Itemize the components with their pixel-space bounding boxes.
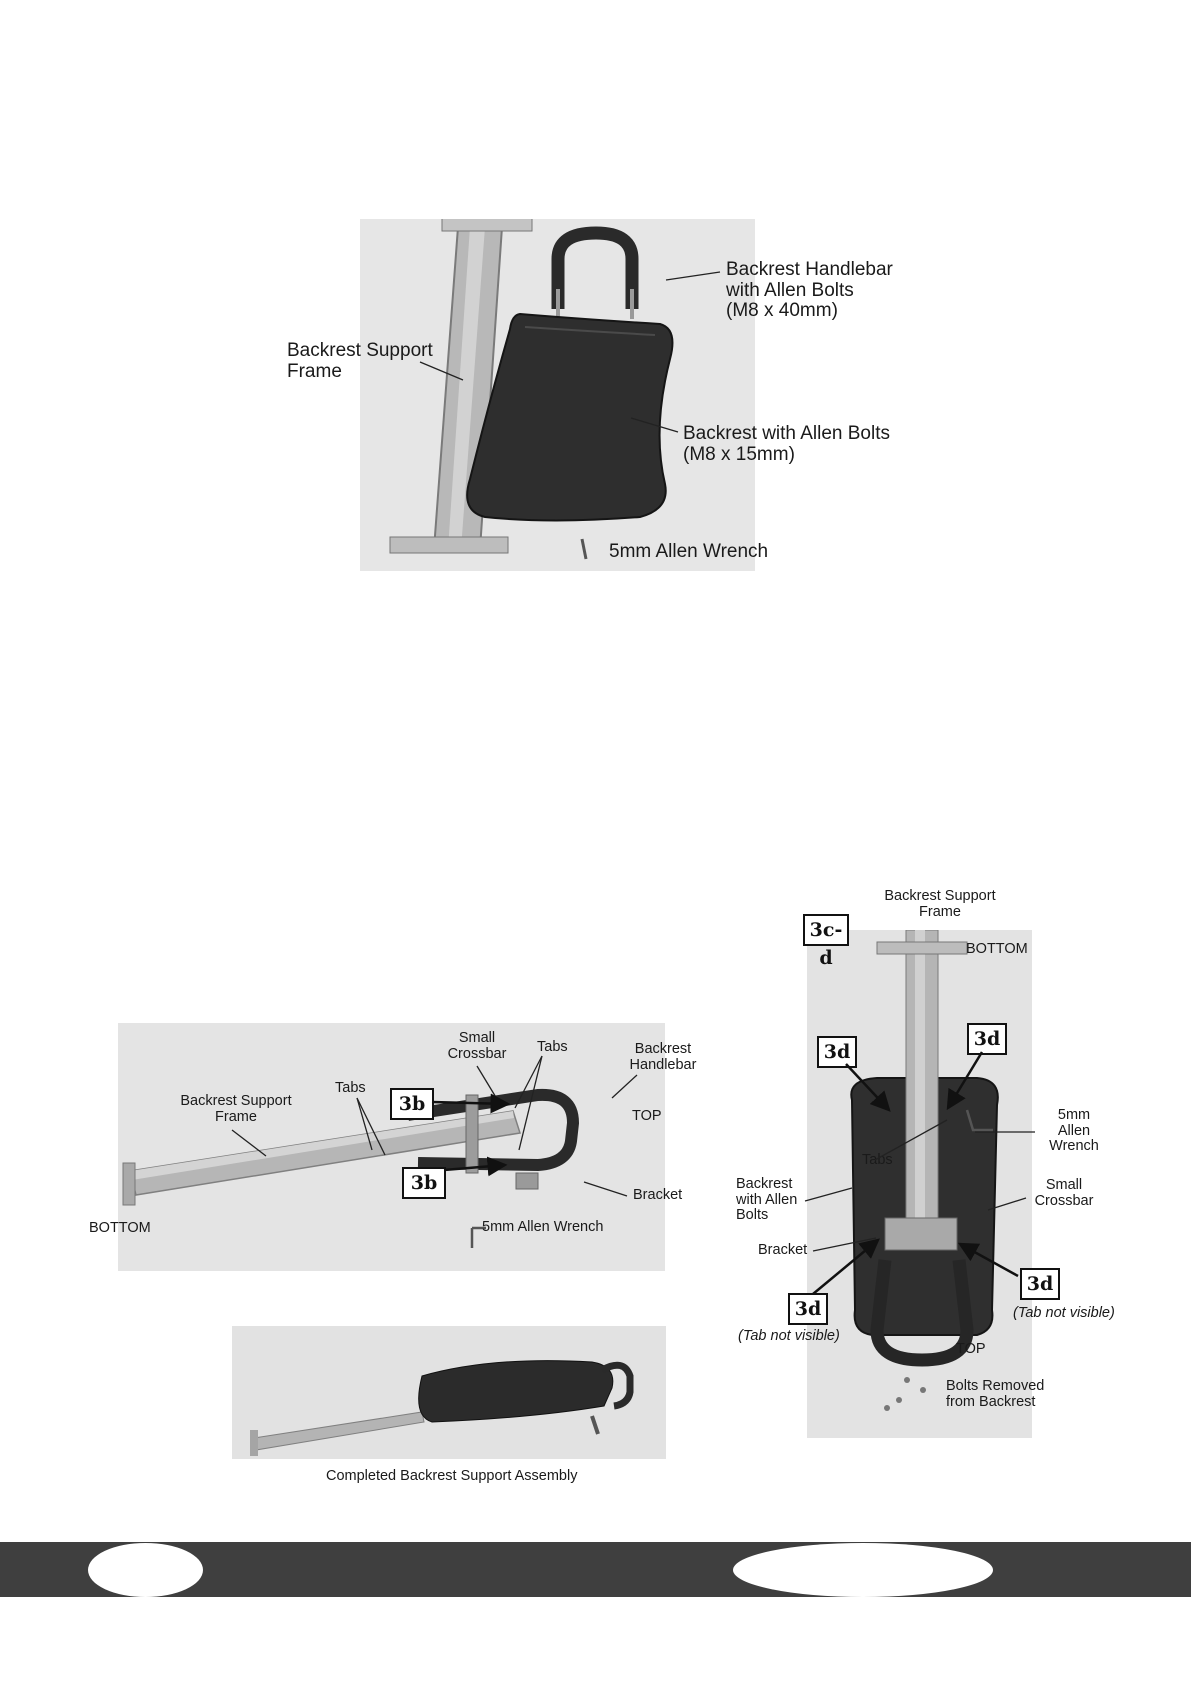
page-number-oval-left xyxy=(88,1543,203,1597)
handlebar-label-line: with Allen Bolts xyxy=(726,279,854,301)
support-frame-label-line: Backrest Support xyxy=(884,888,996,904)
parts-illustration xyxy=(360,219,755,571)
wrench-label xyxy=(1040,1108,1108,1155)
wrench-label: 5mm Allen Wrench xyxy=(609,541,769,562)
bracket-label: Bracket xyxy=(633,1187,683,1203)
completed-assembly-photo xyxy=(232,1326,666,1459)
support-frame-label xyxy=(287,341,433,382)
backrest-handlebar-label-line: Handlebar xyxy=(629,1056,697,1073)
small-crossbar-label-line: Crossbar xyxy=(1034,1192,1094,1209)
step-badge: 3c-d xyxy=(803,914,849,946)
handlebar-label-line: Backrest Handlebar xyxy=(726,259,893,280)
backrest-label-line: with Allen xyxy=(736,1191,798,1208)
parts-photo xyxy=(360,219,755,571)
step-badge: 3d xyxy=(1020,1268,1060,1300)
backrest-label-line: Backrest xyxy=(736,1176,793,1192)
bracket-label: Bracket xyxy=(758,1242,808,1258)
completed-assembly-caption: Completed Backrest Support Assembly xyxy=(326,1468,578,1484)
small-crossbar-label xyxy=(447,1031,507,1062)
wrench-label: 5mm Allen Wrench xyxy=(482,1219,604,1235)
backrest-handlebar-label xyxy=(625,1042,701,1073)
wrench-label-line: Wrench xyxy=(1049,1138,1099,1155)
wrench-label-line: 5mm xyxy=(1057,1107,1091,1123)
assembly-top-photo xyxy=(807,930,1032,1438)
support-frame-label xyxy=(872,889,1008,920)
backrest-label xyxy=(683,424,890,465)
handlebar-label xyxy=(726,260,893,322)
support-frame-label-line: Backrest Support xyxy=(180,1093,292,1109)
support-frame-label xyxy=(176,1094,296,1125)
step-badge: 3b xyxy=(390,1088,434,1120)
tab-not-visible-label: (Tab not visible) xyxy=(1013,1305,1115,1321)
top-label: TOP xyxy=(956,1341,986,1357)
small-crossbar-label-line: Small xyxy=(1045,1177,1083,1193)
small-crossbar-label-line: Crossbar xyxy=(447,1045,507,1062)
step-badge: 3d xyxy=(967,1023,1007,1055)
bolts-removed-label xyxy=(946,1379,1044,1410)
tabs-label: Tabs xyxy=(335,1080,366,1096)
backrest-label-line: (M8 x 15mm) xyxy=(683,443,795,465)
support-frame-label-line: Frame xyxy=(215,1108,257,1125)
small-crossbar-label-line: Small xyxy=(458,1030,496,1046)
top-assembly-illustration xyxy=(807,930,1032,1438)
bolts-removed-label-line: from Backrest xyxy=(946,1393,1036,1410)
step-badge: 3d xyxy=(817,1036,857,1068)
step-badge: 3b xyxy=(402,1167,446,1199)
support-frame-label-line: Frame xyxy=(919,903,961,920)
page-number-oval-right xyxy=(733,1543,993,1597)
completed-assembly-illustration xyxy=(232,1326,666,1459)
tabs-label: Tabs xyxy=(862,1152,893,1168)
tab-not-visible-label: (Tab not visible) xyxy=(738,1328,840,1344)
bottom-label: BOTTOM xyxy=(966,941,1028,957)
top-label: TOP xyxy=(632,1108,662,1124)
step-badge: 3d xyxy=(788,1293,828,1325)
tabs-label: Tabs xyxy=(537,1039,568,1055)
backrest-label-line: Backrest with Allen Bolts xyxy=(683,423,890,444)
wrench-label-line: Allen xyxy=(1057,1122,1091,1139)
support-frame-label-line: Backrest Support xyxy=(287,340,433,361)
support-frame-label-line: Frame xyxy=(287,360,342,382)
bolts-removed-label-line: Bolts Removed xyxy=(946,1378,1045,1394)
small-crossbar-label xyxy=(1028,1178,1100,1209)
backrest-label xyxy=(736,1177,797,1224)
handlebar-label-line: (M8 x 40mm) xyxy=(726,300,838,322)
backrest-label-line: Bolts xyxy=(736,1207,769,1224)
bottom-label: BOTTOM xyxy=(89,1220,151,1236)
backrest-handlebar-label-line: Backrest xyxy=(634,1041,692,1057)
